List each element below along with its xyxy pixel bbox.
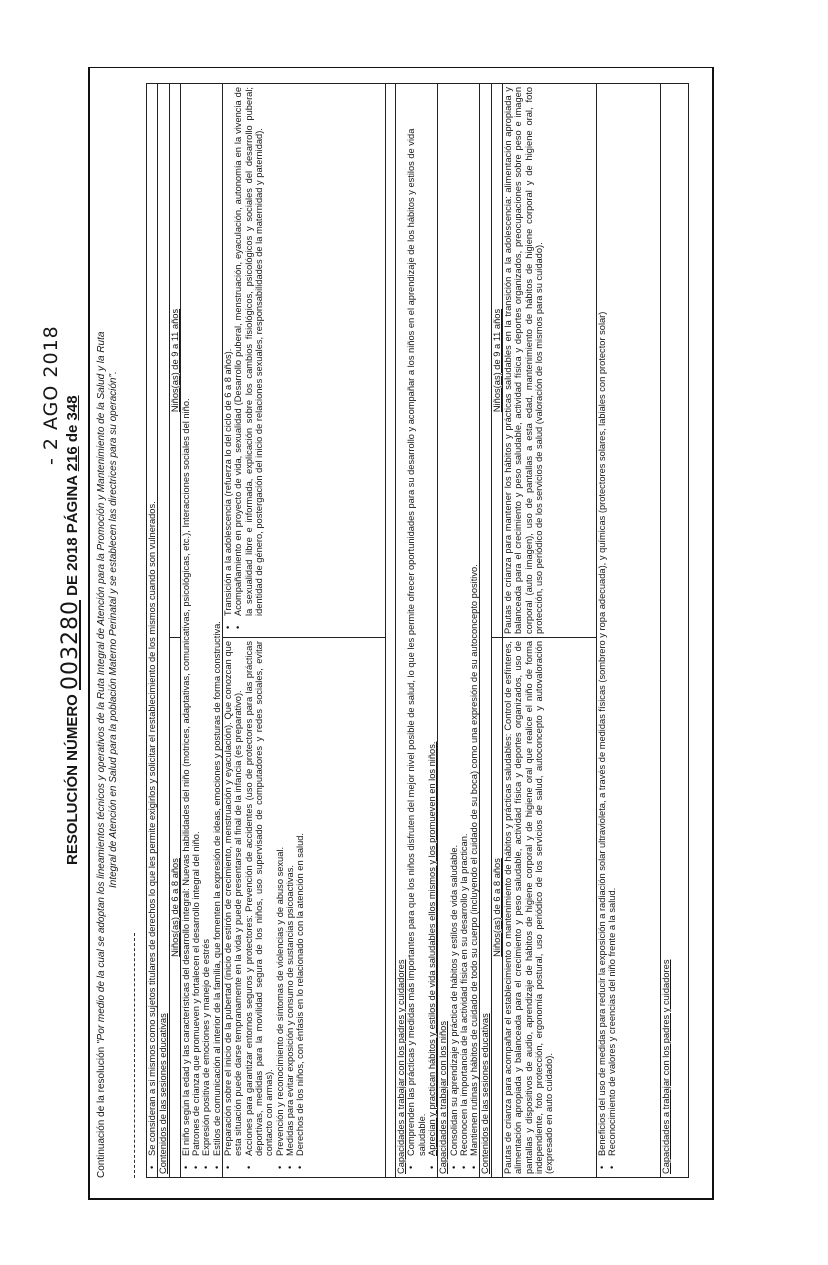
- column-header-9-11: Niños(as) de 9 a 11 años: [169, 84, 180, 638]
- resolucion-label: RESOLUCIÓN NÚMERO: [64, 694, 81, 865]
- list-item: • Medidas para evitar exposición y consumo de sustancias psicoactivas.: [285, 641, 295, 1156]
- list-item: • Aprecian y practican hábitos y estilos de vida saludables ellos mismos y los promueven en los niños.: [427, 87, 437, 1156]
- date-stamp: - 2 AGO 2018: [40, 325, 62, 465]
- empty-row: [386, 84, 396, 1178]
- paragraph-6-8: Pautas de crianza para acompañar el establecimiento o mantenimiento de hábitos y prácticas saludables: Control de esfínteres, alimentación apropiada y balanceada para el crecimiento y peso saludable, actividad física y deportes organizados, uso de pantallas y dispositivos de audio, aprendizaje de hábitos de higiene corporal y de higiene oral que realice el niño de forma independiente, foto protección, ergonomía postural, uso periódico de los servicios de salud, autoconcepto y autovaloración (expresado en auto cuidado).: [503, 638, 597, 1178]
- list-item: • Preparación sobre el inicio de la pubertad (inicio de estirón de crecimiento, menstruación y eyaculación). Que conozcan que esta situación puede darse tempranamente en la vida y puede presentarse al final de la infancia (es preparativo).: [223, 641, 244, 1156]
- year-label: DE 2018: [64, 537, 81, 596]
- section-title: Capacidades a trabajar con los niños: [438, 1021, 449, 1174]
- paragraph-9-11: Pautas de crianza para mantener los hábitos y prácticas saludables en la transición a la adolescencia: alimentación apropiada y balanceada para el crecimiento y peso saludable, actividad física y deportes organizados, preocupaciones sobre peso e imagen corporal (auto imagen), uso de pantallas a esta edad, mantenimiento de hábitos de higiene corporal y de higiene oral, foto protección, uso periódico de los servicios de salud (valoración de los mismos para su cuidado).: [503, 84, 597, 638]
- content-table: [146, 83, 689, 1178]
- list-item: • Se consideran a si mismos como sujetos titulares de derechos lo que les permite exigirlos y solicitar el restablecimiento de los mismos cuando son vulnerados.: [147, 87, 157, 1156]
- resolution-number: 003280: [58, 600, 83, 690]
- list-item: • Acompañamiento en proyecto de vida, sexualidad (Desarrollo puberal, menstruación, eyaculación, autonomía en la vivencia de la sexualidad libre e informada, explicación sobre los cambios fisiológicos, psicológicos y sociales del desarrollo puberal; identidad de género, postergación del inicio de relaciones sexuales, responsabilidades de la maternidad y paternidad).: [233, 87, 264, 616]
- section-title: Contenidos de las sesiones educativas: [158, 84, 169, 1178]
- section-title: Capacidades a trabajar con los padres y cuidadores: [661, 84, 689, 1178]
- list-item: • Reconocimiento de valores y creencias del niño frente a la salud.: [607, 87, 617, 1156]
- list-item: • Beneficios del uso de medidas para reducir la exposición a radiación solar ultravioleta, a través de medidas físicas (sombrero y ropa adecuada), y químicas (protectores solares, labiales con protector solar): [597, 87, 607, 1156]
- list-item: • Transición a la adolescencia (refuerza lo del ciclo de 6 a 8 años).: [223, 87, 233, 616]
- list-item: • Derechos de los niños, con énfasis en lo relacionado con la atención en salud.: [295, 641, 305, 1156]
- continuation-line-2: Integral de Atención en Salud para la población Materno Perinatal y se establecen las directrices para su operación".: [108, 371, 119, 888]
- page-total: 348: [64, 395, 81, 421]
- column-header-6-8: Niños(as) de 6 a 8 años: [491, 638, 502, 1178]
- section-title: Contenidos de las sesiones educativas: [480, 84, 491, 1178]
- list-item: • El niño según la edad y las características del desarrollo integral: Nuevas habilidades del niño (motrices, adaptativas, comunicativas, psicológicas, etc.), Interacciones sociales del niño.: [181, 87, 191, 1156]
- column-header-6-8: Niños(as) de 6 a 8 años: [169, 638, 180, 1178]
- of-label: de: [64, 424, 81, 443]
- list-item: • Patrones de crianza que promueven y fortalecen el desarrollo integral del niño.: [191, 87, 201, 1156]
- list-item: • Consolidan su aprendizaje y práctica de hábitos y estilos de vida saludable.: [449, 87, 459, 1156]
- document-frame: [88, 67, 714, 1200]
- list-item: • Prevención y reconocimiento de síntomas de violencias y de abuso sexual.: [275, 641, 285, 1156]
- list-item: • Expresión positiva de emociones y manejo de estrés: [201, 87, 211, 1156]
- page-number: 216: [64, 446, 81, 472]
- continuation-prefix: Continuación de la resolución: [96, 1044, 107, 1178]
- list-item: • Estilos de comunicación al interior de la familia, que fomenten la expresión de ideas, emociones y posturas de forma constructiva.: [212, 87, 222, 1156]
- list-item: • Reconocen la importancia de la actividad física en su desarrollo y la practican.: [459, 87, 469, 1156]
- continuation-text: [96, 98, 120, 1178]
- list-item: • Mantienen rutinas y hábitos de cuidado de todo su cuerpo (incluyendo el cuidado de su boca) como una expresión de su autoconcepto positivo.: [469, 87, 479, 1156]
- list-item: • Comprenden las prácticas y medidas más importantes para que los niños disfruten del mejor nivel posible de salud, lo que les permite ofrecer oportunidades para su desarrollo y acompañar a los niños en el aprendizaje de los hábitos y estilos de vida saludable.: [406, 87, 427, 1156]
- column-header-9-11: Niños(as) de 9 a 11 años: [491, 84, 502, 638]
- page-label: PÁGINA: [64, 475, 81, 534]
- list-item: • Acciones para garantizar entornos seguros y protectores: Prevención de accidentes (uso de protectores para las prácticas deportivas, medidas para la movilidad segura de los niños, uso supervisado de computadores y redes sociales, evitar contacto con armas).: [244, 641, 275, 1156]
- dashed-divider: [134, 933, 135, 1178]
- resolution-header: [58, 395, 83, 865]
- section-title: Capacidades a trabajar con los padres y cuidadores: [396, 959, 407, 1174]
- continuation-line-1: "Por medio de la cual se adoptan los lineamientos técnicos y operativos de la Ruta Integral de Atención para la Promoción y Mantenimiento de la Salud y la Ruta: [96, 331, 107, 1045]
